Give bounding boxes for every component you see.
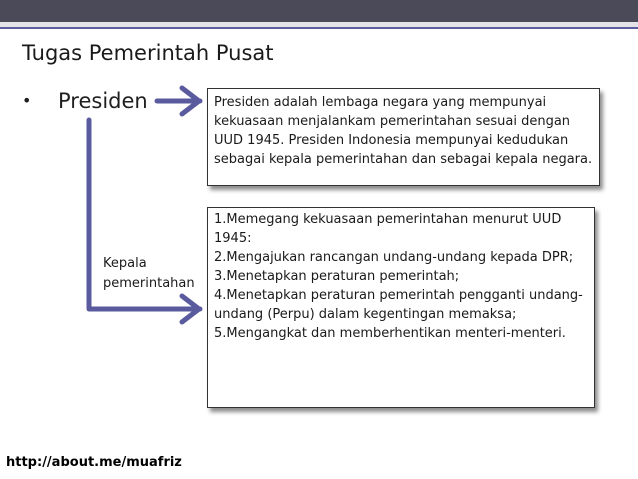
duties-box	[207, 207, 595, 408]
duty-item: 4.Menetapkan peraturan pemerintah pengganti undang-undang (Perpu) dalam kegentingan memaksa;	[214, 288, 583, 322]
definition-box	[207, 88, 600, 186]
duty-item: 1.Memegang kekuasaan pemerintahan menurut UUD 1945:	[214, 212, 562, 246]
duty-item: 3.Menetapkan peraturan pemerintah;	[214, 269, 460, 284]
bullet-dot: •	[22, 91, 32, 110]
duty-item: 2.Mengajukan rancangan undang-undang kepada DPR;	[214, 250, 574, 265]
slide-title: Tugas Pemerintah Pusat	[22, 41, 274, 65]
side-label-kepala-pemerintahan: Kepala pemerintahan	[103, 256, 195, 291]
duty-item: 5.Mengangkat dan memberhentikan menteri-menteri.	[214, 326, 566, 341]
definition-text: Presiden adalah lembaga negara yang mempunyai kekuasaan menjalankam pemerintahan sesuai dengan UUD 1945. Presiden Indonesia mempunyai kedudukan sebagai kepala pemerintahan dan sebagai kepala negara.	[214, 95, 593, 167]
bullet-label: Presiden	[58, 89, 148, 113]
right-arrow-icon	[157, 88, 200, 114]
footer-url-link[interactable]: http://about.me/muafriz	[6, 455, 182, 470]
